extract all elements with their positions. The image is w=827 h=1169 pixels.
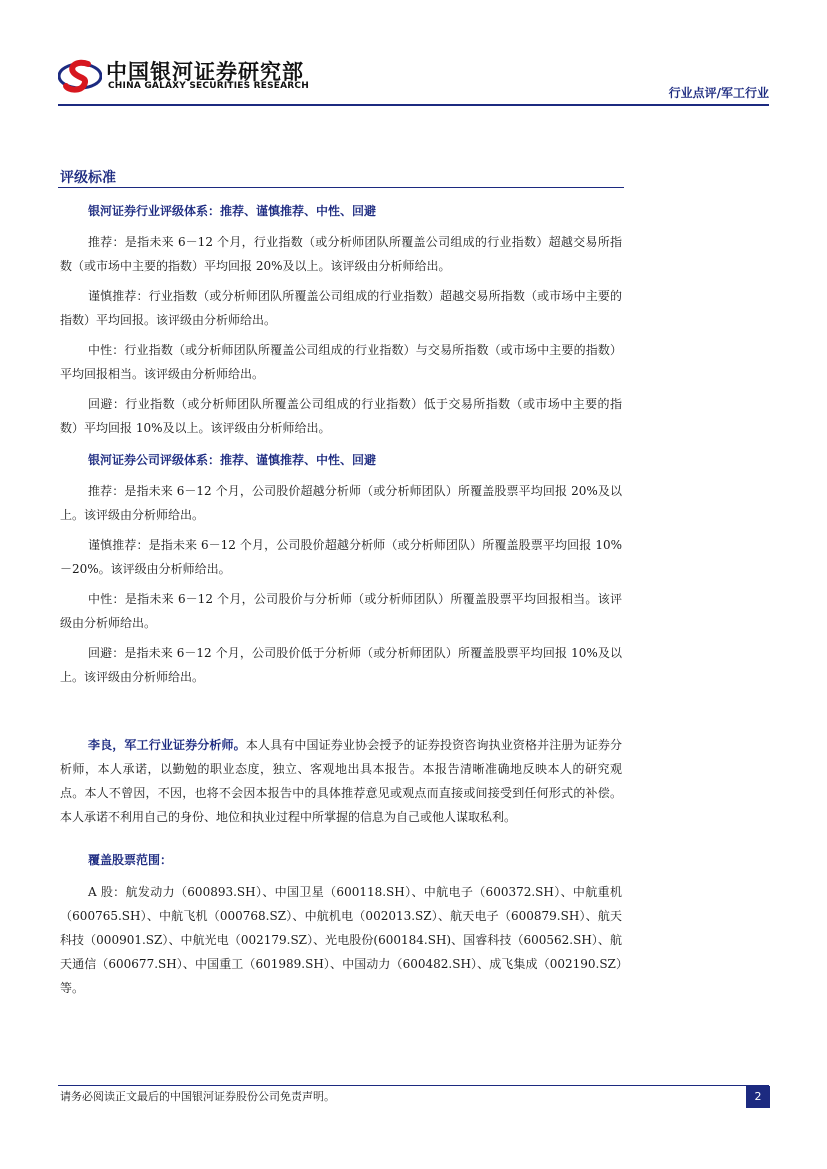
brand-name-english: CHINA GALAXY SECURITIES RESEARCH	[108, 81, 309, 91]
company-rating-block	[60, 448, 622, 689]
header-divider	[58, 104, 769, 106]
analyst-name: 李良，军工行业证券分析师。	[88, 738, 246, 752]
galaxy-logo-icon	[58, 58, 102, 94]
company-rating-neutral: 中性：是指未来 6－12 个月，公司股价与分析师（或分析师团队）所覆盖股票平均回报相当。该评级由分析师给出。	[60, 592, 622, 630]
section-divider	[58, 187, 624, 188]
coverage-heading: 覆盖股票范围：	[88, 853, 173, 867]
brand-name-chinese: 中国银河证券研究部	[106, 60, 304, 84]
page-number: 2	[746, 1086, 770, 1108]
analyst-paragraph	[60, 733, 622, 829]
company-rating-avoid: 回避：是指未来 6－12 个月，公司股价低于分析师（或分析师团队）所覆盖股票平均回报 10%及以上。该评级由分析师给出。	[60, 646, 622, 684]
company-rating-recommend: 推荐：是指未来 6－12 个月，公司股价超越分析师（或分析师团队）所覆盖股票平均回报 20%及以上。该评级由分析师给出。	[60, 484, 622, 522]
footer-divider	[58, 1085, 769, 1086]
industry-rating-recommend: 推荐：是指未来 6－12 个月，行业指数（或分析师团队所覆盖公司组成的行业指数）超越交易所指数（或市场中主要的指数）平均回报 20%及以上。该评级由分析师给出。	[60, 235, 622, 273]
coverage-stock-list: A 股：航发动力（600893.SH）、中国卫星（600118.SH）、中航电子（600372.SH）、中航重机（600765.SH）、中航飞机（000768.SZ）、中航机电（002013.SZ）、航天电子（600879.SH）、航天科技（000901.SZ）、中航光电（002179.SZ）、光电股份(600184.SH)、国睿科技（600562.SH）、航天通信（600677.SH）、中国重工（601989.SH）、中国动力（600482.SH）、成飞集成（002190.SZ）等。	[60, 885, 622, 995]
footer-disclaimer: 请务必阅读正文最后的中国银河证券股份公司免责声明。	[60, 1090, 335, 1103]
company-rating-cautious: 谨慎推荐：是指未来 6－12 个月，公司股价超越分析师（或分析师团队）所覆盖股票平均回报 10%－20%。该评级由分析师给出。	[60, 538, 622, 576]
industry-rating-heading: 银河证券行业评级体系：推荐、谨慎推荐、中性、回避	[88, 204, 377, 218]
industry-rating-block	[60, 199, 622, 440]
analyst-statement	[60, 733, 622, 829]
report-category-tag: 行业点评/军工行业	[668, 86, 769, 100]
industry-rating-neutral: 中性：行业指数（或分析师团队所覆盖公司组成的行业指数）与交易所指数（或市场中主要的指数）平均回报相当。该评级由分析师给出。	[60, 343, 622, 381]
industry-rating-avoid: 回避：行业指数（或分析师团队所覆盖公司组成的行业指数）低于交易所指数（或市场中主要的指数）平均回报 10%及以上。该评级由分析师给出。	[60, 397, 622, 435]
company-rating-heading: 银河证券公司评级体系：推荐、谨慎推荐、中性、回避	[88, 453, 377, 467]
section-title: 评级标准	[60, 170, 116, 186]
analyst-certification: 本人具有中国证券业协会授予的证券投资咨询执业资格并注册为证券分析师，本人承诺，以勤勉的职业态度，独立、客观地出具本报告。本报告清晰准确地反映本人的研究观点。本人不曾因，不因，也将不会因本报告中的具体推荐意见或观点而直接或间接受到任何形式的补偿。本人承诺不利用自己的身份、地位和执业过程中所掌握的信息为自己或他人谋取私利。	[60, 738, 622, 824]
coverage-block	[60, 848, 622, 1000]
industry-rating-cautious: 谨慎推荐：行业指数（或分析师团队所覆盖公司组成的行业指数）超越交易所指数（或市场中主要的指数）平均回报。该评级由分析师给出。	[60, 289, 622, 327]
